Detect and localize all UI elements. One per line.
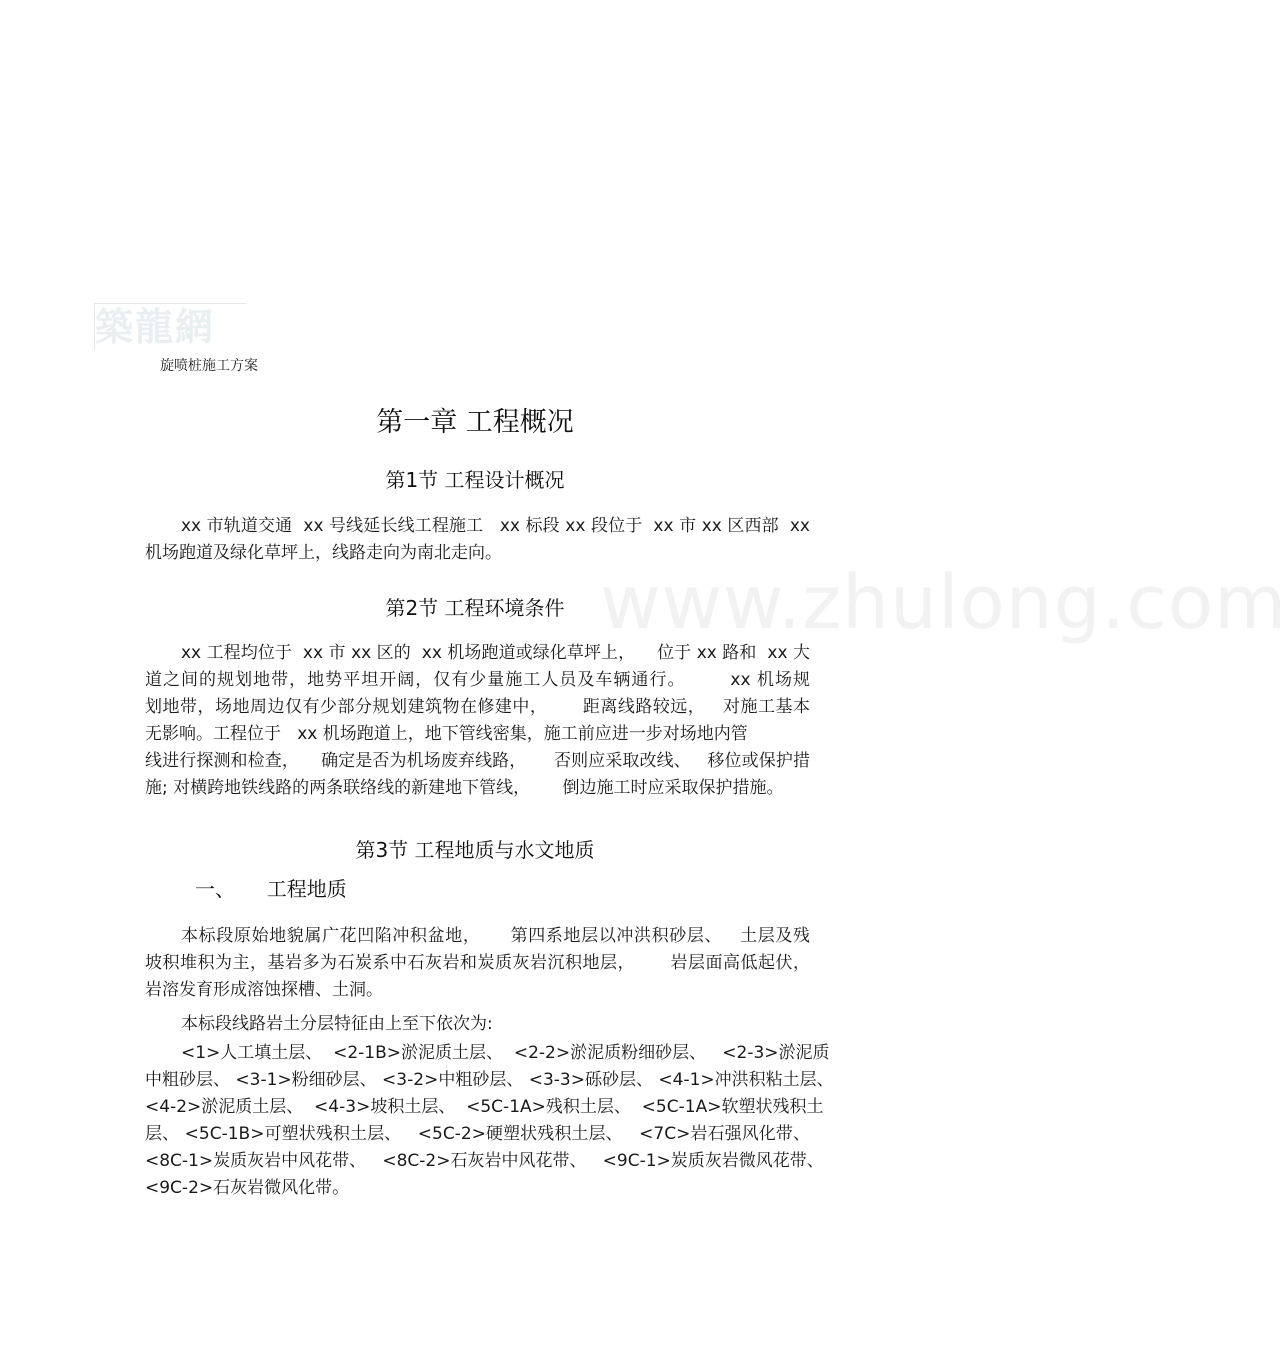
text-line: 本标段原始地貌属广花凹陷冲积盆地， 第四系地层以冲洪积砂层、 土层及残 [181,926,810,946]
section-title-1: 第1节 工程设计概况 [385,468,565,492]
chapter-title: 第一章 工程概况 [376,407,574,438]
section-title-3: 第3节 工程地质与水文地质 [355,838,595,862]
text-line: 线进行探测和检查， 确定是否为机场废弃线路， 否则应采取改线、 移位或保护措 [145,751,810,771]
text-line: 施; 对横跨地铁线路的两条联络线的新建地下管线， 倒边施工时应采取保护措施。 [145,778,784,798]
text-line: 岩溶发育形成溶蚀探槽、土洞。 [145,980,383,1000]
text-line: 坡积堆积为主，基岩多为石炭系中石灰岩和炭质灰岩沉积地层， 岩层面高低起伏， [145,953,810,973]
section-title-2: 第2节 工程环境条件 [385,596,565,620]
text-line: 无影响。工程位于 xx 机场跑道上，地下管线密集，施工前应进一步对场地内管 [145,724,748,744]
text-line: 中粗砂层、 <3-1>粉细砂层、 <3-2>中粗砂层、 <3-3>砾砂层、 <4-1>冲洪积粘土层、 [145,1070,834,1090]
paragraph-design-overview [145,513,810,567]
text-line: <8C-1>炭质灰岩中风花带、 <8C-2>石灰岩中风花带、 <9C-1>炭质灰岩微风花带、 [145,1151,824,1171]
document-label: 旋喷桩施工方案 [160,358,258,374]
text-line: <4-2>淤泥质土层、 <4-3>坡积土层、 <5C-1A>残积土层、 <5C-1A>软塑状残积土 [145,1097,824,1117]
paragraph-geology [145,923,810,1004]
paragraph-environment [145,640,810,802]
text-line: xx 工程均位于 xx 市 xx 区的 xx 机场跑道或绿化草坪上， 位于 xx 路和 xx 大 [181,643,810,663]
text-line: 本标段线路岩土分层特征由上至下依次为: [181,1014,493,1034]
text-line: <9C-2>石灰岩微风化带。 [145,1178,350,1198]
text-line: 层、 <5C-1B>可塑状残积土层、 <5C-2>硬塑状残积土层、 <7C>岩石强风化带、 [145,1124,810,1144]
paragraph-layers-intro [145,1011,810,1038]
paragraph-layers-list [145,1040,834,1202]
logo-text: 築龍網 [95,304,216,349]
text-line: 机场跑道及绿化草坪上，线路走向为南北走向。 [145,543,502,563]
text-line: 道之间的规划地带，地势平坦开阔，仅有少量施工人员及车辆通行。 xx 机场规 [145,670,810,690]
watermark: www.zhulong.com [600,560,1287,646]
zhulong-logo [94,303,247,350]
text-line: <1>人工填土层、 <2-1B>淤泥质土层、 <2-2>淤泥质粉细砂层、 <2-3>淤泥质 [181,1043,830,1063]
text-line: xx 市轨道交通 xx 号线延长线工程施工 xx 标段 xx 段位于 xx 市 xx 区西部 xx [181,516,810,536]
subsection-title: 一、 工程地质 [195,877,347,901]
text-line: 划地带，场地周边仅有少部分规划建筑物在修建中， 距离线路较远， 对施工基本 [145,697,810,717]
